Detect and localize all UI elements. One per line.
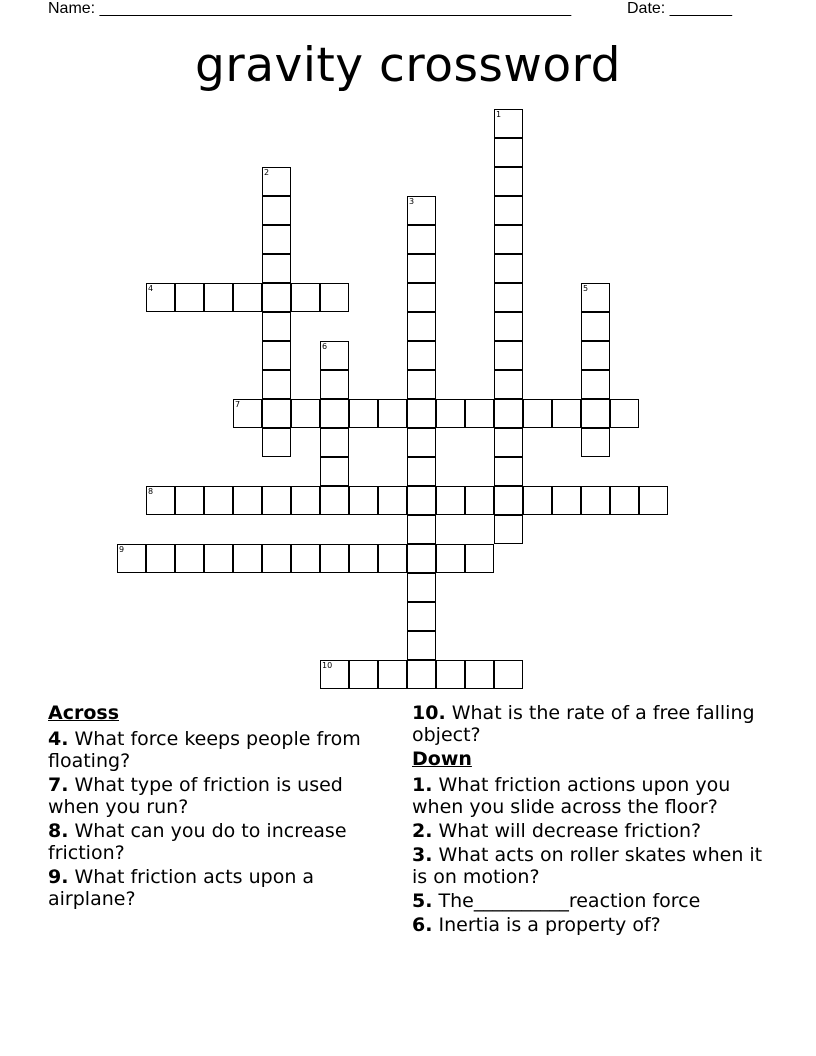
grid-cell[interactable] — [523, 399, 552, 428]
clue-down-2 — [412, 820, 772, 842]
grid-cell[interactable] — [494, 225, 523, 254]
grid-cell[interactable] — [581, 370, 610, 399]
grid-cell[interactable] — [407, 486, 436, 515]
grid-cell[interactable] — [494, 196, 523, 225]
clue-across-10 — [412, 702, 772, 746]
grid-cell[interactable] — [262, 254, 291, 283]
grid-cell[interactable] — [320, 486, 349, 515]
grid-cell[interactable] — [320, 457, 349, 486]
clue-number: 4. — [48, 728, 69, 750]
grid-cell[interactable] — [407, 602, 436, 631]
page-title: gravity crossword — [195, 38, 621, 93]
clue-down-6 — [412, 914, 772, 936]
grid-cell[interactable] — [117, 544, 146, 573]
cell-number: 2 — [264, 168, 270, 177]
clues-left-column — [48, 702, 393, 912]
grid-cell[interactable] — [581, 399, 610, 428]
grid-cell[interactable] — [320, 370, 349, 399]
grid-cell[interactable] — [320, 660, 349, 689]
clue-text: What type of friction is used when you run? — [48, 774, 343, 818]
grid-cell[interactable] — [494, 254, 523, 283]
grid-cell[interactable] — [494, 399, 523, 428]
grid-cell[interactable] — [581, 312, 610, 341]
cell-number: 1 — [496, 110, 502, 119]
cell-number: 7 — [235, 400, 241, 409]
grid-cell[interactable] — [262, 167, 291, 196]
grid-cell[interactable] — [610, 486, 639, 515]
grid-cell[interactable] — [436, 544, 465, 573]
grid-cell[interactable] — [407, 544, 436, 573]
grid-cell[interactable] — [262, 370, 291, 399]
grid-cell[interactable] — [262, 428, 291, 457]
cell-number: 6 — [322, 342, 328, 351]
clue-number: 2. — [412, 820, 433, 842]
grid-cell[interactable] — [233, 283, 262, 312]
clue-text: What will decrease friction? — [438, 820, 702, 842]
cell-number: 5 — [583, 284, 589, 293]
grid-cell[interactable] — [262, 312, 291, 341]
grid-cell[interactable] — [523, 486, 552, 515]
grid-cell[interactable] — [465, 486, 494, 515]
cell-number: 4 — [148, 284, 154, 293]
grid-cell[interactable] — [465, 660, 494, 689]
grid-cell[interactable] — [581, 283, 610, 312]
grid-cell[interactable] — [349, 544, 378, 573]
grid-cell[interactable] — [262, 486, 291, 515]
clue-text: What friction actions upon you when you slide across the floor? — [412, 774, 731, 818]
grid-cell[interactable] — [320, 341, 349, 370]
clues-right-column — [412, 702, 772, 938]
grid-cell[interactable] — [407, 515, 436, 544]
clue-text: What force keeps people from floating? — [48, 728, 361, 772]
grid-cell[interactable] — [204, 544, 233, 573]
name-line: Name: _____________________________________________________ — [48, 0, 572, 17]
grid-cell[interactable] — [378, 486, 407, 515]
grid-cell[interactable] — [407, 573, 436, 602]
grid-cell[interactable] — [204, 283, 233, 312]
grid-cell[interactable] — [581, 428, 610, 457]
grid-cell[interactable] — [175, 544, 204, 573]
clue-across-7 — [48, 774, 393, 818]
grid-cell[interactable] — [175, 486, 204, 515]
date-line: Date: _______ — [627, 0, 732, 17]
grid-cell[interactable] — [146, 544, 175, 573]
grid-cell[interactable] — [349, 399, 378, 428]
grid-cell[interactable] — [436, 486, 465, 515]
clue-number: 8. — [48, 820, 69, 842]
grid-cell[interactable] — [494, 660, 523, 689]
clue-number: 6. — [412, 914, 433, 936]
clue-number: 1. — [412, 774, 433, 796]
grid-cell[interactable] — [262, 283, 291, 312]
grid-cell[interactable] — [407, 660, 436, 689]
clue-across-9 — [48, 866, 393, 910]
grid-cell[interactable] — [378, 399, 407, 428]
grid-cell[interactable] — [494, 312, 523, 341]
grid-cell[interactable] — [204, 486, 233, 515]
grid-cell[interactable] — [436, 399, 465, 428]
grid-cell[interactable] — [349, 486, 378, 515]
grid-cell[interactable] — [407, 312, 436, 341]
clue-down-5 — [412, 890, 772, 912]
grid-cell[interactable] — [581, 341, 610, 370]
grid-cell[interactable] — [465, 544, 494, 573]
grid-cell[interactable] — [407, 196, 436, 225]
cell-number: 3 — [409, 197, 415, 206]
clue-text: The__________reaction force — [438, 890, 701, 912]
grid-cell[interactable] — [407, 370, 436, 399]
grid-cell[interactable] — [407, 341, 436, 370]
grid-cell[interactable] — [494, 138, 523, 167]
grid-cell[interactable] — [494, 428, 523, 457]
clue-down-1 — [412, 774, 772, 818]
grid-cell[interactable] — [494, 515, 523, 544]
grid-cell[interactable] — [262, 196, 291, 225]
grid-cell[interactable] — [378, 660, 407, 689]
grid-cell[interactable] — [610, 399, 639, 428]
cell-number: 9 — [119, 545, 125, 554]
grid-cell[interactable] — [407, 457, 436, 486]
grid-cell[interactable] — [291, 486, 320, 515]
grid-cell[interactable] — [494, 341, 523, 370]
grid-cell[interactable] — [407, 631, 436, 660]
grid-cell[interactable] — [494, 167, 523, 196]
grid-cell[interactable] — [639, 486, 668, 515]
grid-cell[interactable] — [494, 109, 523, 138]
grid-cell[interactable] — [320, 283, 349, 312]
grid-cell[interactable] — [262, 225, 291, 254]
cell-number: 8 — [148, 487, 154, 496]
across-heading: Across — [48, 702, 120, 724]
clue-number: 10. — [412, 702, 446, 724]
grid-cell[interactable] — [494, 370, 523, 399]
grid-cell[interactable] — [320, 428, 349, 457]
grid-cell[interactable] — [233, 544, 262, 573]
grid-cell[interactable] — [349, 660, 378, 689]
grid-cell[interactable] — [407, 254, 436, 283]
grid-cell[interactable] — [175, 283, 204, 312]
grid-cell[interactable] — [465, 399, 494, 428]
grid-cell[interactable] — [494, 283, 523, 312]
clue-number: 5. — [412, 890, 433, 912]
clue-down-3 — [412, 844, 772, 888]
grid-cell[interactable] — [552, 399, 581, 428]
grid-cell[interactable] — [407, 399, 436, 428]
clue-number: 9. — [48, 866, 69, 888]
grid-cell[interactable] — [494, 457, 523, 486]
grid-cell[interactable] — [262, 399, 291, 428]
grid-cell[interactable] — [552, 486, 581, 515]
clue-text: What is the rate of a free falling object? — [412, 702, 755, 746]
grid-cell[interactable] — [291, 283, 320, 312]
clue-across-4 — [48, 728, 393, 772]
grid-cell[interactable] — [407, 283, 436, 312]
grid-cell[interactable] — [146, 486, 175, 515]
grid-cell[interactable] — [581, 486, 610, 515]
grid-cell[interactable] — [291, 544, 320, 573]
down-heading: Down — [412, 748, 472, 770]
grid-cell[interactable] — [262, 544, 291, 573]
clue-across-8 — [48, 820, 393, 864]
grid-cell[interactable] — [407, 225, 436, 254]
clue-text: What acts on roller skates when it is on motion? — [412, 844, 763, 888]
grid-cell[interactable] — [146, 283, 175, 312]
clue-text: What friction acts upon a airplane? — [48, 866, 315, 910]
grid-cell[interactable] — [407, 428, 436, 457]
grid-cell[interactable] — [291, 399, 320, 428]
clue-text: Inertia is a property of? — [438, 914, 661, 936]
clue-text: What can you do to increase friction? — [48, 820, 347, 864]
grid-cell[interactable] — [233, 486, 262, 515]
cell-number: 10 — [322, 661, 333, 670]
grid-cell[interactable] — [233, 399, 262, 428]
grid-cell[interactable] — [320, 399, 349, 428]
grid-cell[interactable] — [378, 544, 407, 573]
grid-cell[interactable] — [320, 544, 349, 573]
grid-cell[interactable] — [436, 660, 465, 689]
grid-cell[interactable] — [494, 486, 523, 515]
grid-cell[interactable] — [262, 341, 291, 370]
clue-number: 7. — [48, 774, 69, 796]
clue-number: 3. — [412, 844, 433, 866]
